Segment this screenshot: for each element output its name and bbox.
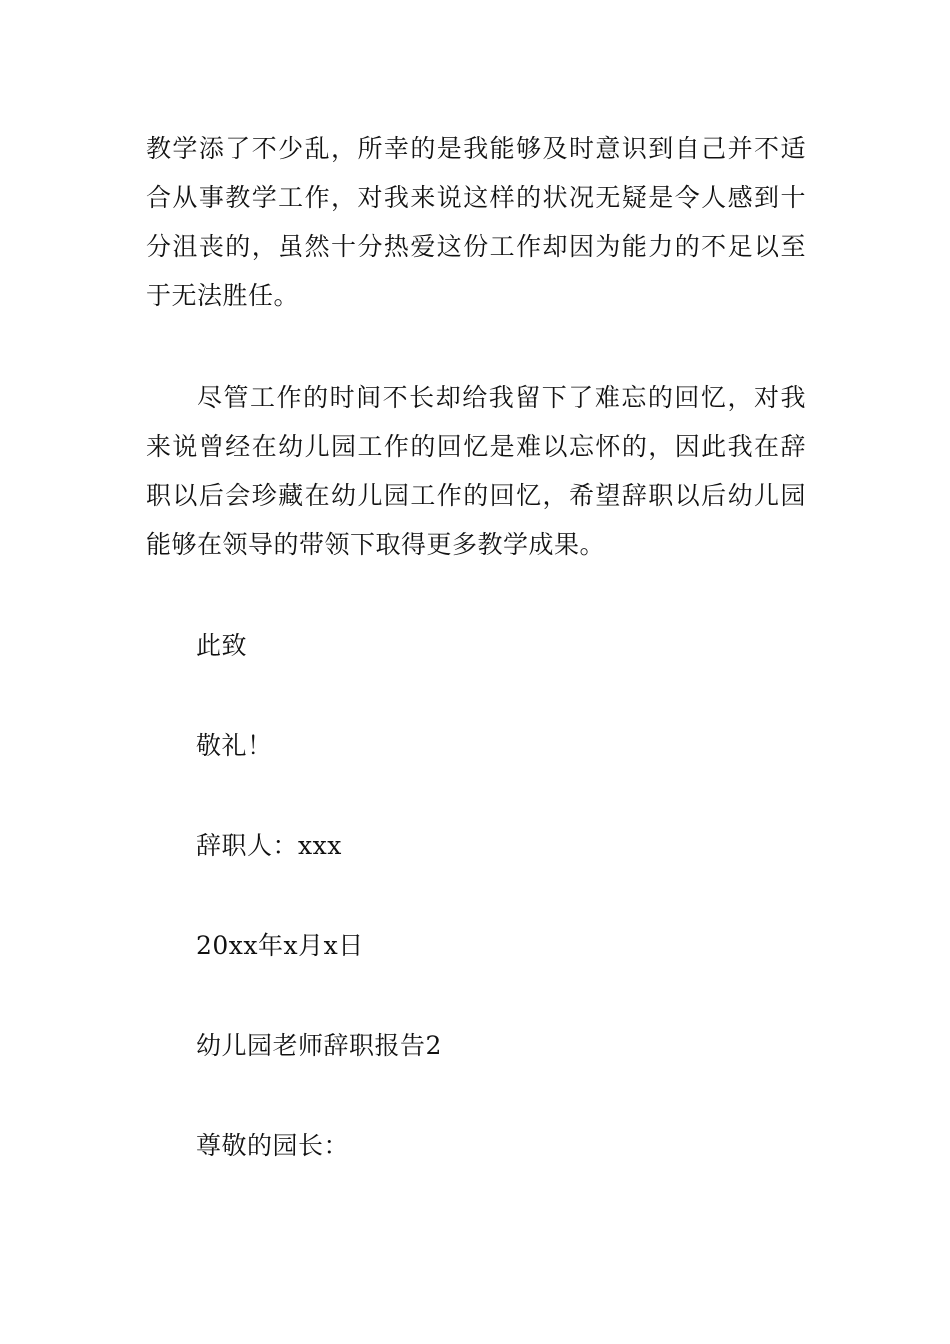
date-line: 20xx年x月x日	[196, 931, 364, 960]
section-title: 幼儿园老师辞职报告2	[196, 1031, 442, 1060]
closing-line: 此致	[196, 631, 248, 660]
body-paragraph-1: 教学添了不少乱，所幸的是我能够及时意识到自己并不适合从事教学工作，对我来说这样的状况无疑是令人感到十分沮丧的，虽然十分热爱这份工作却因为能力的不足以至于无法胜任。	[146, 134, 806, 310]
greeting-line: 尊敬的园长：	[196, 1131, 350, 1160]
signature-line: 辞职人：xxx	[196, 831, 342, 860]
body-paragraph-2: 尽管工作的时间不长却给我留下了难忘的回忆，对我来说曾经在幼儿园工作的回忆是难以忘怀的，因此我在辞职以后会珍藏在幼儿园工作的回忆，希望辞职以后幼儿园能够在领导的带领下取得更多教学成果。	[146, 383, 806, 559]
salute-line: 敬礼！	[196, 731, 273, 760]
